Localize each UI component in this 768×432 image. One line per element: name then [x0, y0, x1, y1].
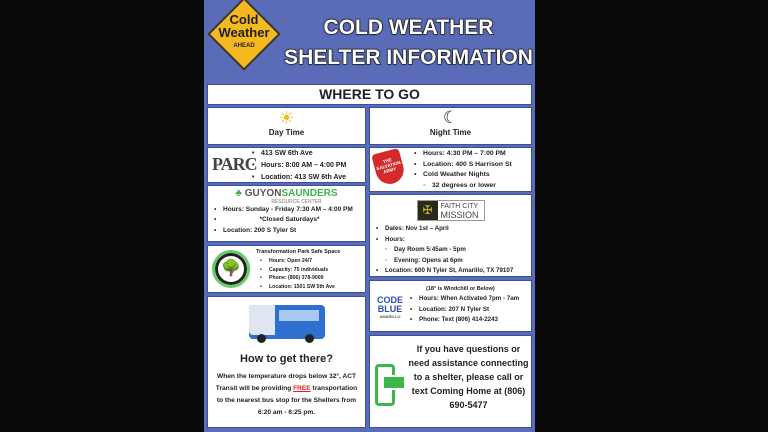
- code-blue-item: • Hours: When Activated 7pm - 7am: [410, 294, 519, 305]
- title-line2: SHELTER INFORMATION: [284, 46, 533, 69]
- sign-line1: Cold: [229, 12, 259, 27]
- faith-sub: ◦ Evening: Opens at 6pm: [376, 256, 531, 267]
- code-blue-logo-b: BLUE: [377, 304, 403, 314]
- salvation-army-card: [369, 147, 532, 192]
- logo-sub: RESOURCE CENTER: [271, 199, 322, 205]
- sun-icon: ☀: [278, 108, 295, 128]
- code-blue-card: [369, 280, 532, 332]
- faith-hours: • Hours:: [376, 235, 531, 246]
- day-time-header: [207, 107, 366, 145]
- transformation-item: • Hours: Open 24/7: [260, 257, 335, 266]
- salvation-item: • Cold Weather Nights: [414, 170, 512, 181]
- salvation-item: • Hours: 4:30 PM – 7:00 PM: [414, 149, 512, 160]
- transformation-item: • Phone: (806) 378-9009: [260, 274, 335, 283]
- code-blue-item: • Location: 207 N Tyler St: [410, 305, 519, 316]
- salvation-sub: ◦ 32 degrees or lower: [414, 181, 512, 192]
- faith-location: • Location: 600 N Tyler St, Amarillo, TX 79107: [376, 266, 531, 277]
- contact-text: If you have questions or need assistance connecting to a shelter, please call or text Coming Home at (806) 690-5477: [408, 344, 529, 410]
- logo-a: GUYON: [244, 188, 282, 199]
- night-time-header: [369, 107, 532, 145]
- poster: [204, 0, 535, 432]
- transformation-item: • Capacity: 75 individuals: [260, 266, 335, 275]
- faith-logo-a: FAITH CITY: [440, 202, 479, 210]
- guyon-location: • Location: 200 S Tyler St: [214, 225, 365, 236]
- faith-dates: • Dates: Nov 1st – April: [376, 224, 531, 235]
- transformation-title: Transformation Park Safe Space: [256, 249, 341, 255]
- guyon-closed: • *Closed Saturdays*: [214, 215, 365, 225]
- free-highlight: FREE: [293, 385, 311, 392]
- sign-text: [210, 13, 278, 49]
- cross-icon: ✠: [418, 201, 438, 220]
- code-blue-logo-c: AMARILLO: [379, 314, 401, 319]
- night-time-label: Night Time: [429, 128, 472, 137]
- phone-chat-icon: [375, 364, 395, 406]
- code-blue-logo: [376, 296, 404, 320]
- code-blue-item: • Phone: Text (806) 414-2243: [410, 315, 519, 326]
- parc-item: • Location: 413 SW 6th Ave: [252, 172, 346, 184]
- code-blue-logo-a: CODE: [376, 295, 403, 305]
- transport-card: [207, 296, 366, 428]
- guyon-hours: • Hours: Sunday - Friday 7:30 AM – 4:00 PM: [214, 205, 365, 215]
- faith-city-card: [369, 194, 532, 277]
- bus-icon: [249, 305, 325, 339]
- logo-b: SAUNDERS: [281, 188, 338, 199]
- tree-icon: ♣: [235, 188, 242, 199]
- code-blue-note: (18° is Windchill or Below): [426, 286, 495, 292]
- parc-item: • 413 SW 6th Ave: [252, 148, 346, 160]
- parc-card: [207, 147, 366, 183]
- salvation-army-logo: THE SALVATION ARMY: [371, 148, 407, 187]
- faith-sub: ◦ Day Room 5:45am - 5pm: [376, 245, 531, 256]
- faith-logo-b: MISSION: [440, 209, 479, 220]
- parc-logo: PARC: [212, 154, 257, 174]
- faith-city-logo: [417, 200, 485, 221]
- sign-line2: Weather: [218, 25, 270, 40]
- transformation-park-logo: 🌳: [212, 250, 250, 288]
- transformation-park-card: [207, 245, 366, 293]
- moon-icon: ☾: [442, 108, 459, 127]
- guyon-saunders-logo: [208, 188, 365, 205]
- parc-item: • Hours: 8:00 AM – 4:00 PM: [252, 160, 346, 172]
- transport-text: [208, 365, 365, 419]
- transport-text-a: When the temperature drops below 32°, ACT Transit will be providing: [215, 373, 357, 392]
- transformation-item: • Location: 1501 SW 5th Ave: [260, 283, 335, 292]
- day-time-label: Day Time: [268, 128, 305, 137]
- how-to-get-there-heading: How to get there?: [240, 353, 333, 365]
- guyon-saunders-card: [207, 185, 366, 242]
- title-line1: COLD WEATHER: [323, 16, 494, 39]
- contact-card: [369, 335, 532, 428]
- where-to-go-heading: WHERE TO GO: [207, 84, 532, 105]
- salvation-item: • Location: 400 S Harrison St: [414, 160, 512, 171]
- sign-line3: AHEAD: [233, 43, 255, 49]
- transport-text-b: transportation to the nearest bus stop for the Shelters from 6:20 am - 6:25 pm.: [216, 385, 358, 416]
